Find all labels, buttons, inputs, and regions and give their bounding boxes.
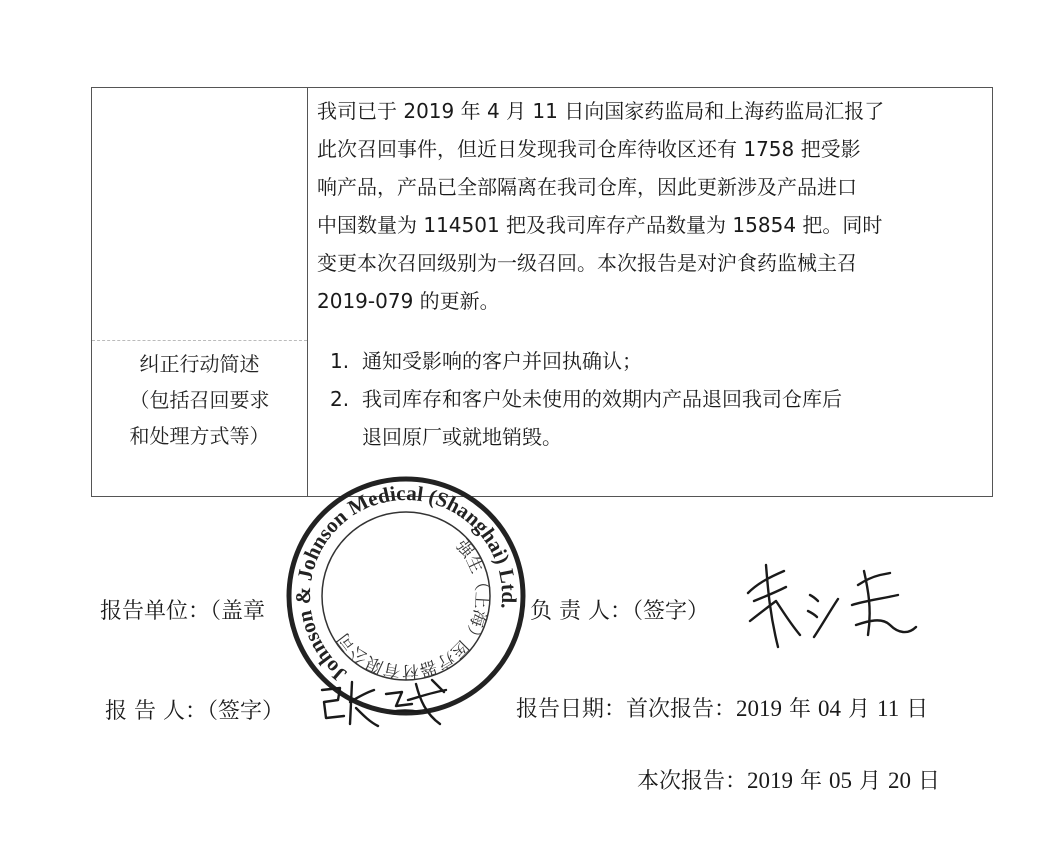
- corrective-action-label: [92, 346, 307, 454]
- label-line: （包括召回要求: [129, 388, 270, 412]
- date-day: 20: [888, 768, 912, 793]
- first-report-date: [516, 692, 928, 723]
- responsible-signature-icon: [740, 555, 920, 655]
- month-char: 月: [859, 769, 882, 794]
- day-char: 日: [918, 769, 941, 794]
- row-divider: [92, 340, 307, 341]
- seal-outer-text: Johnson & Johnson Medical (Shanghai) Ltd.: [290, 480, 522, 688]
- list-item-number: 1.: [330, 349, 350, 373]
- list-item-number: 2.: [330, 387, 350, 411]
- current-report-label: 本次报告：: [637, 769, 748, 794]
- column-divider: [307, 88, 308, 496]
- responsible-person-label: 负 责 人：（签字）: [530, 599, 709, 624]
- paragraph-line: 中国数量为 114501 把及我司库存产品数量为 15854 把。同时: [317, 213, 883, 237]
- list-item: [330, 342, 990, 380]
- paragraph-line: 变更本次召回级别为一级召回。本次报告是对沪食药监械主召: [317, 251, 857, 275]
- paragraph-line: 我司已于 2019 年 4 月 11 日向国家药监局和上海药监局汇报了: [317, 99, 885, 123]
- reporter-signature-icon: [316, 672, 466, 732]
- reporting-unit-label: 报告单位：（盖章: [100, 599, 266, 624]
- list-item-text: 退回原厂或就地销毁。: [362, 425, 562, 449]
- year-char: 年: [800, 769, 823, 794]
- day-char: 日: [906, 697, 929, 722]
- year-char: 年: [789, 697, 812, 722]
- label-line: 和处理方式等）: [129, 424, 270, 448]
- corrective-action-table: [91, 87, 993, 497]
- paragraph-line: 此次召回事件，但近日发现我司仓库待收区还有 1758 把受影: [317, 137, 861, 161]
- date-day: 11: [877, 696, 900, 721]
- action-list: [330, 342, 990, 456]
- list-item: [330, 380, 990, 456]
- paragraph-line: 2019-079 的更新。: [317, 289, 500, 313]
- date-month: 04: [818, 696, 842, 721]
- current-report-date: [637, 764, 940, 795]
- month-char: 月: [848, 697, 871, 722]
- date-month: 05: [829, 768, 853, 793]
- list-item-text: 我司库存和客户处未使用的效期内产品退回我司仓库后: [362, 387, 842, 411]
- report-date-label: 报告日期：首次报告：: [516, 697, 737, 722]
- seal-inner-text: 强生（上海）医疗器材有限公司: [333, 536, 492, 682]
- paragraph-line: 响产品，产品已全部隔离在我司仓库，因此更新涉及产品进口: [317, 175, 857, 199]
- label-line: 纠正行动简述: [139, 352, 260, 376]
- list-item-text: 通知受影响的客户并回执确认；: [362, 349, 642, 373]
- date-year: 2019: [747, 768, 794, 793]
- date-year: 2019: [736, 696, 783, 721]
- update-paragraph: [317, 92, 985, 320]
- reporter-label: 报 告 人：（签字）: [105, 699, 284, 724]
